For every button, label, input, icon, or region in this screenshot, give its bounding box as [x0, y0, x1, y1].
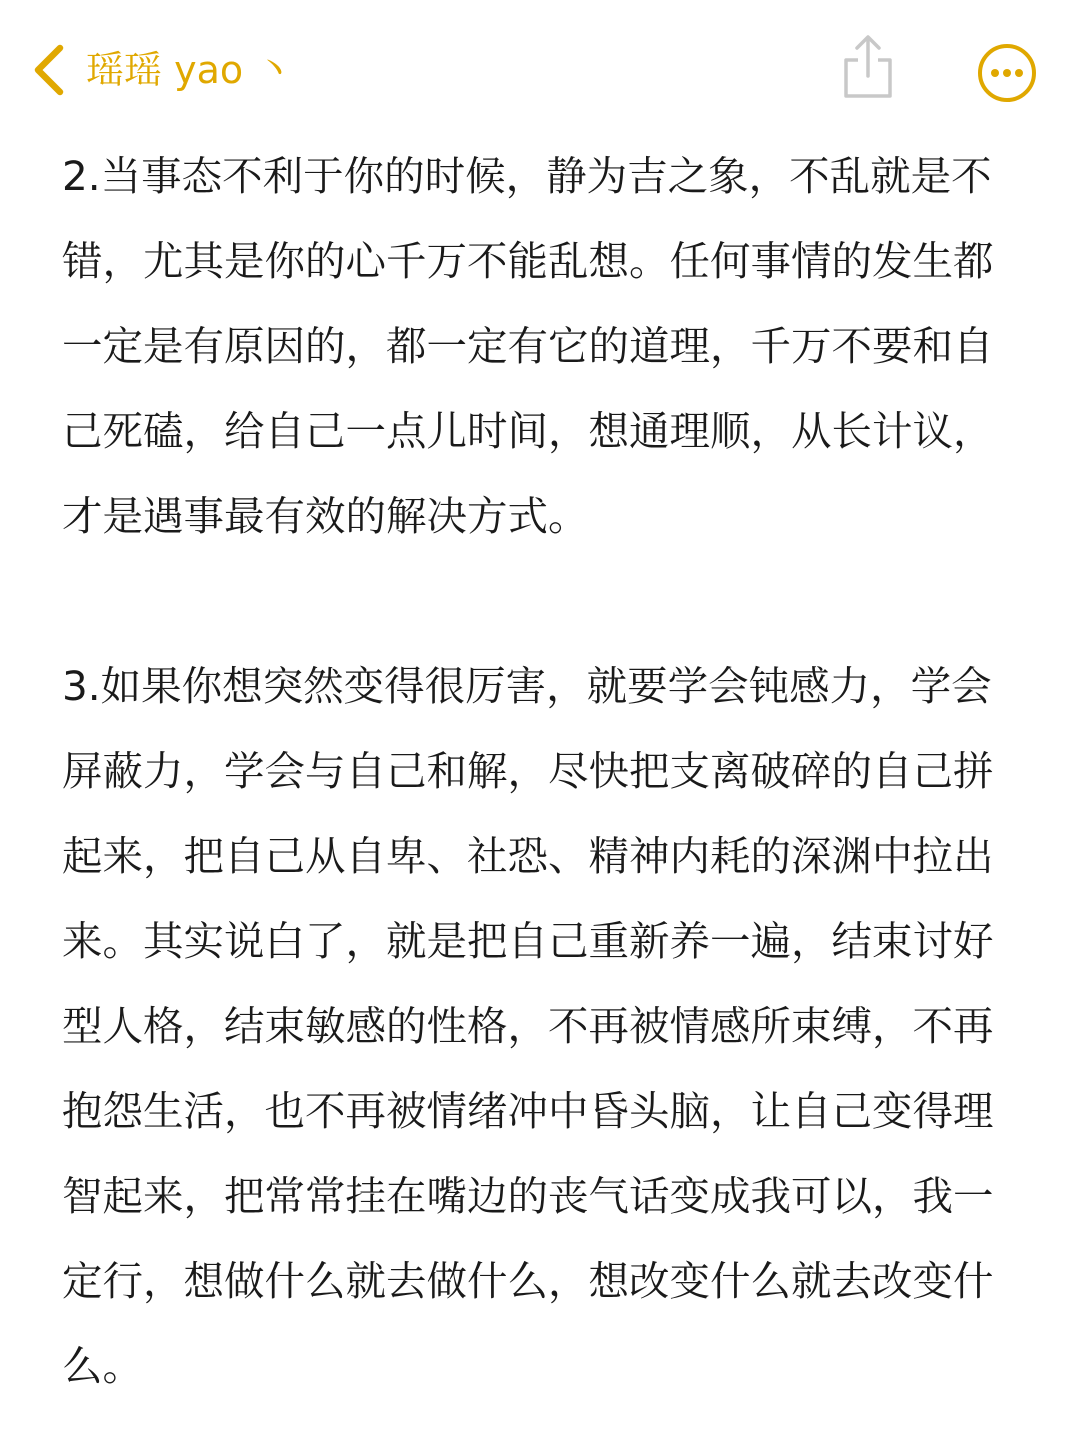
more-options-button[interactable]: [976, 42, 1038, 104]
paragraph-spacer: [62, 559, 1022, 644]
share-button[interactable]: [840, 34, 896, 100]
author-name-link[interactable]: 瑶瑶 yao 丶: [86, 48, 294, 92]
share-icon: [840, 34, 896, 100]
paragraph-3: 3.如果你想突然变得很厉害，就要学会钝感力，学会屏蔽力，学会与自己和解，尽快把支离破碎的自己拼起来，把自己从自卑、社恐、精神内耗的深渊中拉出来。其实说白了，就是把自己重新养一遍，结束讨好型人格，结束敏感的性格，不再被情感所束缚，不再抱怨生活，也不再被情绪冲中昏头脑，让自己变得理智起来，把常常挂在嘴边的丧气话变成我可以，我一定行，想做什么就去做什么，想改变什么就去改变什么。: [62, 662, 994, 1390]
paragraph-2: 2.当事态不利于你的时候，静为吉之象，不乱就是不错，尤其是你的心千万不能乱想。任何事情的发生都一定是有原因的，都一定有它的道理，千万不要和自己死磕，给自己一点儿时间，想通理顺，从长计议，才是遇事最有效的解决方式。: [62, 152, 994, 540]
more-horizontal-icon: [976, 42, 1038, 104]
back-button[interactable]: [26, 40, 76, 100]
top-navigation-bar: [0, 0, 1080, 140]
note-content: [62, 134, 1022, 1409]
chevron-left-icon: [26, 40, 76, 100]
